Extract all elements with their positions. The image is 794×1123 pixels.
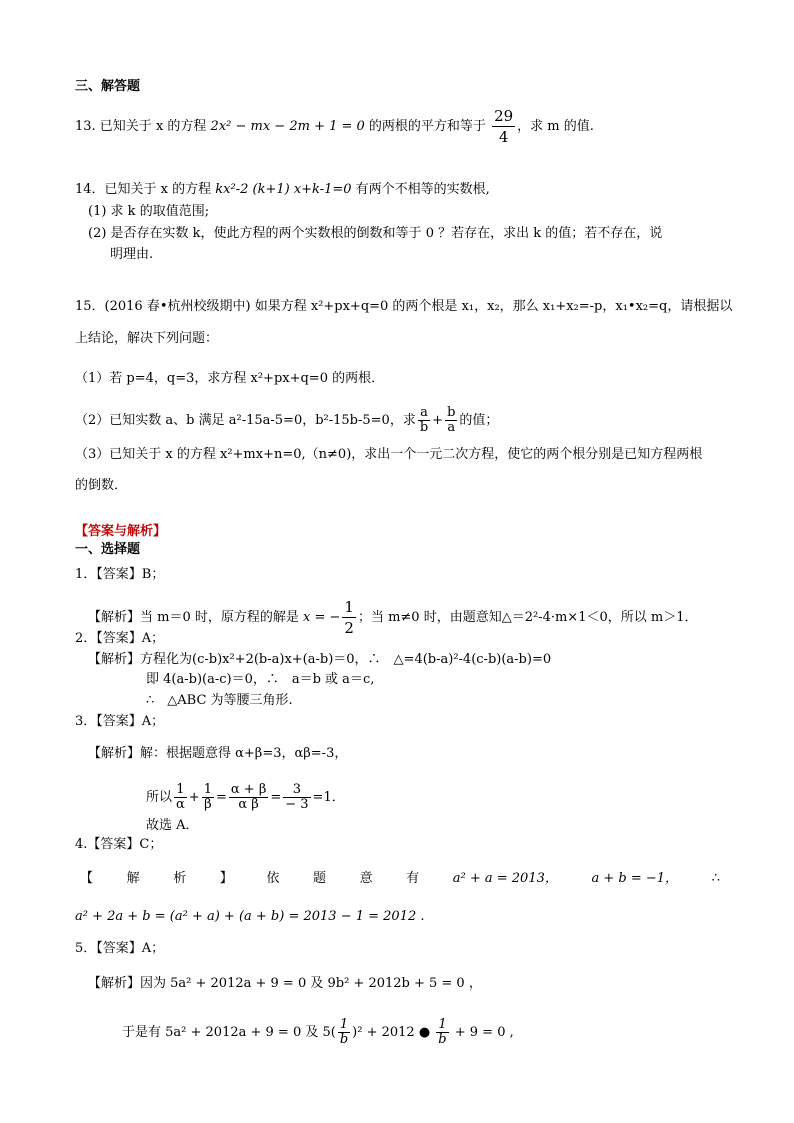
a4-w1: 【: [80, 871, 94, 886]
a3-so: 所以: [146, 790, 173, 805]
a1-exp-b: ；当 m≠0 时，由题意知△＝2²-4·m×1＜0，所以 m＞1．: [357, 610, 698, 625]
a3-eq2: =: [270, 790, 282, 805]
q15-f2-den: a: [447, 420, 456, 435]
q14-equation: kx²-2 (k+1) x+k-1=0: [215, 182, 352, 197]
a3-eq1: =: [215, 790, 227, 805]
a3-f1-num: 1: [174, 783, 187, 798]
q15-part1: （1）若 p=4，q=3，求方程 x²+px+q=0 的两根．: [75, 371, 385, 386]
a4-w10: a + b = −1，: [591, 871, 679, 886]
a3-frac2: [202, 783, 214, 812]
a4-w6: 题: [312, 871, 326, 886]
a3-plus: +: [188, 790, 200, 805]
question-14-stem: [75, 181, 490, 199]
q15-frac-a-over-b: [418, 406, 430, 435]
answers-title: 【答案与解析】: [75, 524, 167, 539]
a3-f4-num: 3: [283, 783, 310, 798]
a3-line2: [146, 783, 345, 812]
a5-frac2: [436, 1018, 448, 1047]
a2-line2: 即 4(a-b)(a-c)＝0，∴ a＝b 或 a＝c,: [146, 672, 375, 687]
q13-mid: 的两根的平方和等于: [364, 119, 491, 134]
q14-part2-line1: (2) 是否存在实数 k，使此方程的两个实数根的倒数和等于 0 ？若存在，求出 k 的值；若不存在，说: [88, 226, 663, 241]
a5-l2-a: 于是有 5a² + 2012a + 9 = 0 及 5(: [122, 1025, 336, 1040]
q15-f1-num: a: [418, 406, 430, 421]
a3-frac3: [229, 783, 268, 812]
q15-frac-b-over-a: [445, 406, 457, 435]
a5-l2-b: )² + 2012 ●: [352, 1025, 435, 1040]
q13-suffix: ，求 m 的值.: [517, 119, 594, 134]
a5-f2-den: b: [438, 1032, 447, 1047]
a3-answer: 3．【答案】A；: [75, 714, 165, 729]
a2-answer: 2．【答案】A；: [75, 631, 165, 646]
q15-part2-a: （2）已知实数 a、b 满足 a²-15a-5=0，b²-15b-5=0，求: [75, 413, 416, 428]
q15-part2-b: 的值；: [459, 413, 499, 428]
a3-result: =1．: [312, 790, 345, 805]
a3-f1-den: α: [176, 797, 185, 812]
a4-w3: 析: [173, 871, 187, 886]
a3-frac1: [174, 783, 187, 812]
q14-part2-line2: 明理由.: [110, 247, 154, 262]
q13-prefix: 13. 已知关于 x 的方程: [75, 119, 211, 134]
a5-f1-den: b: [339, 1032, 349, 1047]
q15-part2: [75, 406, 498, 435]
q13-fraction: [492, 106, 515, 147]
a5-f1-num: 1: [338, 1018, 350, 1033]
q15-part3-line1: （3）已知关于 x 的方程 x²+mx+n=0,（n≠0)，求出一个一元二次方程，使它的两个根分别是已知方程两根: [75, 447, 703, 462]
a4-w5: 依: [266, 871, 280, 886]
a1-frac: [342, 597, 356, 638]
a3-line1: 【解析】解：根据题意得 α+β=3，αβ=-3，: [88, 746, 348, 761]
q15-f2-num: b: [447, 405, 456, 420]
q15-plus: +: [432, 413, 444, 428]
a4-line1: [80, 870, 720, 888]
a4-line2: a² + 2a + b = (a² + a) + (a + b) = 2013 − 1 = 2012 .: [75, 909, 425, 924]
q13-frac-num: 29: [494, 107, 514, 125]
q13-frac-den: 4: [498, 128, 509, 146]
q15-line1: 15．(2016 春•杭州校级期中) 如果方程 x²+px+q=0 的两个根是 x₁，x₂，那么 x₁+x₂=-p，x₁•x₂=q，请根据以: [75, 299, 733, 314]
a4-w8: 有: [406, 871, 420, 886]
q15-f1-den: b: [419, 420, 429, 435]
section-title-solve: 三、解答题: [75, 79, 141, 94]
a1-frac-den: 2: [344, 619, 354, 637]
a3-f3-den: α β: [238, 797, 259, 812]
section-title-choice: 一、选择题: [75, 542, 141, 557]
a4-w4: 】: [219, 871, 233, 886]
q14-stem-b: 有两个不相等的实数根,: [351, 182, 490, 197]
a1-answer: 1．【答案】B；: [75, 567, 165, 582]
q15-part3-line2: 的倒数．: [75, 478, 128, 493]
a1-frac-num: 1: [344, 598, 354, 616]
a3-f3-num: α + β: [230, 782, 267, 797]
a3-f2-den: β: [204, 797, 212, 812]
a4-w2: 解: [126, 871, 140, 886]
a4-answer: 4.【答案】C；: [75, 837, 163, 852]
a3-line3: 故选 A．: [146, 818, 199, 833]
a3-f2-num: 1: [203, 782, 212, 797]
q13-equation: 2x² − mx − 2m + 1 = 0: [210, 119, 365, 134]
a4-w7: 意: [359, 871, 373, 886]
a5-answer: 5．【答案】A；: [75, 941, 165, 956]
a5-l2-c: + 9 = 0 ,: [450, 1025, 514, 1040]
q14-stem-a: 14．已知关于 x 的方程: [75, 182, 216, 197]
q14-part1: (1) 求 k 的取值范围;: [88, 204, 210, 219]
q15-line2: 上结论，解决下列问题：: [75, 331, 219, 346]
a1-explanation: [88, 597, 697, 638]
a4-w11: ∴: [711, 871, 720, 886]
a1-exp-eq: x = −: [303, 610, 341, 625]
a1-exp-a: 【解析】当 m＝0 时，原方程的解是: [88, 610, 303, 625]
a3-frac4: [283, 783, 310, 812]
a5-line1: 【解析】因为 5a² + 2012a + 9 = 0 及 9b² + 2012b + 5 = 0 ，: [88, 976, 482, 991]
a3-f4-den: − 3: [285, 797, 309, 812]
a2-line3: ∴ △ABC 为等腰三角形.: [146, 693, 293, 708]
a5-line2: [122, 1018, 514, 1047]
a4-w9: a² + a = 2013，: [452, 871, 558, 886]
a5-frac1: [338, 1018, 350, 1047]
question-13: [75, 106, 594, 147]
a2-line1: 【解析】方程化为(c-b)x²+2(b-a)x+(a-b)＝0，∴ △=4(b-a)²-4(c-b)(a-b)=0: [88, 652, 552, 667]
a5-f2-num: 1: [436, 1018, 448, 1033]
